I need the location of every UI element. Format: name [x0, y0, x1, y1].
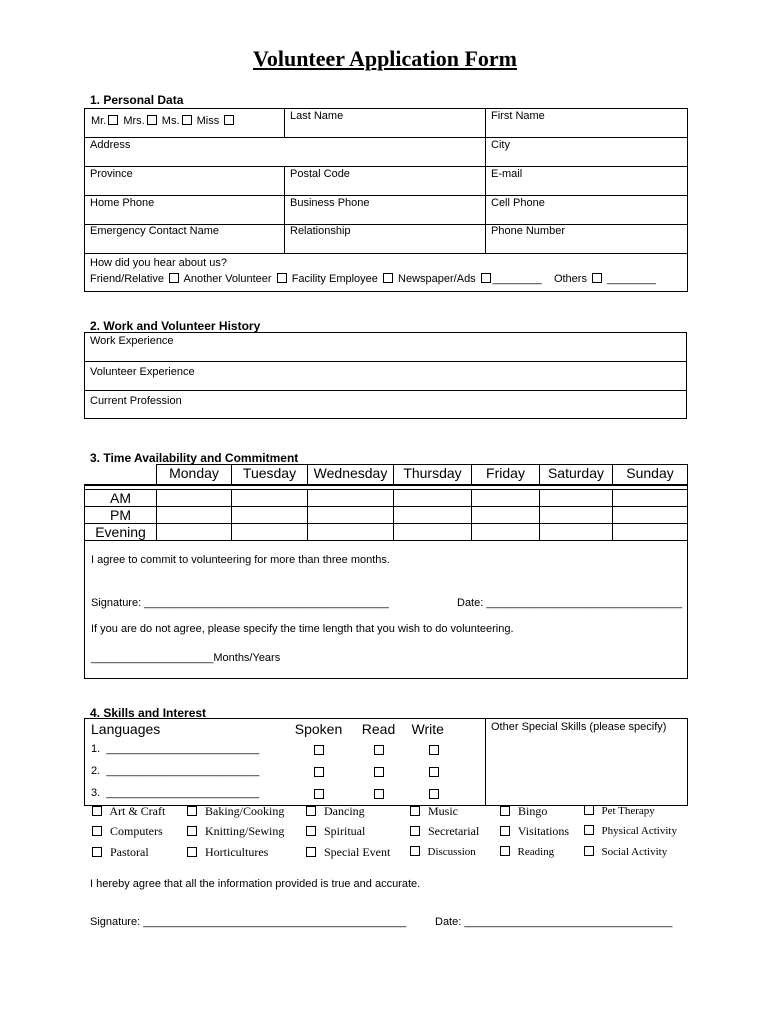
interest-special-event[interactable]: Special Event [304, 845, 390, 860]
work-experience-field[interactable]: Work Experience [85, 333, 687, 362]
checkbox-icon[interactable] [592, 273, 602, 283]
checkbox-icon[interactable] [187, 826, 197, 836]
cell-phone-field[interactable]: Cell Phone [486, 196, 688, 225]
languages-table [84, 718, 688, 806]
option-facility-employee[interactable]: Facility Employee [292, 273, 395, 285]
home-phone-field[interactable]: Home Phone [85, 196, 285, 225]
checkbox-icon[interactable] [182, 115, 192, 125]
day-sunday: Sunday [613, 465, 688, 485]
avail-cell[interactable] [232, 506, 308, 523]
checkbox-icon[interactable] [92, 806, 102, 816]
interest-knitting-sewing[interactable]: Knitting/Sewing [185, 824, 284, 839]
checkbox-icon[interactable] [410, 846, 420, 856]
avail-cell[interactable] [232, 489, 308, 506]
checkbox-icon[interactable] [429, 745, 439, 755]
province-field[interactable]: Province [85, 167, 285, 196]
avail-cell[interactable] [157, 523, 232, 540]
section-work-history-heading: 2. Work and Volunteer History [90, 319, 261, 333]
day-monday: Monday [157, 465, 232, 485]
checkbox-icon[interactable] [306, 826, 316, 836]
avail-cell[interactable] [394, 489, 472, 506]
checkbox-icon[interactable] [314, 745, 324, 755]
hear-about-us-cell [85, 254, 688, 292]
last-name-field[interactable]: Last Name [285, 109, 486, 138]
interest-visitations[interactable]: Visitations [498, 824, 569, 839]
checkbox-icon[interactable] [429, 767, 439, 777]
checkbox-icon[interactable] [584, 805, 594, 815]
read-header: Read [352, 719, 406, 739]
language-row-3[interactable]: 3. _________________________ [85, 783, 286, 806]
first-name-field[interactable]: First Name [486, 109, 688, 138]
checkbox-icon[interactable] [410, 826, 420, 836]
personal-data-table [84, 108, 688, 292]
avail-cell[interactable] [613, 523, 688, 540]
avail-cell[interactable] [157, 489, 232, 506]
final-date-line[interactable]: Date: __________________________________ [435, 916, 673, 928]
form-title: Volunteer Application Form [252, 46, 517, 71]
emergency-contact-field[interactable]: Emergency Contact Name [85, 225, 285, 254]
work-history-table [84, 332, 687, 419]
interest-computers[interactable]: Computers [90, 824, 163, 839]
phone-number-field[interactable]: Phone Number [486, 225, 688, 254]
commitment-disagree-text: If you are do not agree, please specify the time length that you wish to do volunteering. [91, 622, 514, 635]
checkbox-icon[interactable] [584, 846, 594, 856]
avail-cell[interactable] [540, 506, 613, 523]
checkbox-icon[interactable] [187, 847, 197, 857]
interest-baking-cooking[interactable]: Baking/Cooking [185, 804, 284, 819]
languages-header: Languages [85, 719, 286, 739]
city-field[interactable]: City [486, 138, 688, 167]
interest-dancing[interactable]: Dancing [304, 804, 365, 819]
commitment-signature-line[interactable]: Signature: ________________________________________ [91, 596, 389, 609]
option-others[interactable]: Others ________ [553, 273, 657, 285]
spoken-header: Spoken [286, 719, 352, 739]
availability-table [84, 464, 688, 679]
checkbox-icon[interactable] [429, 789, 439, 799]
interest-bingo[interactable]: Bingo [498, 804, 547, 819]
section-skills-heading: 4. Skills and Interest [90, 706, 207, 720]
avail-cell[interactable] [157, 506, 232, 523]
avail-cell[interactable] [540, 523, 613, 540]
address-field[interactable]: Address [85, 138, 486, 167]
day-thursday: Thursday [394, 465, 472, 485]
avail-cell[interactable] [613, 506, 688, 523]
avail-cell[interactable] [613, 489, 688, 506]
interest-pet-therapy[interactable]: Pet Therapy [582, 805, 655, 817]
checkbox-icon[interactable] [92, 826, 102, 836]
day-friday: Friday [472, 465, 540, 485]
slot-evening: Evening [85, 523, 157, 540]
interest-physical-activity[interactable]: Physical Activity [582, 825, 677, 837]
checkbox-icon[interactable] [374, 745, 384, 755]
language-row-2[interactable]: 2. _________________________ [85, 761, 286, 783]
volunteer-experience-field[interactable]: Volunteer Experience [85, 362, 687, 391]
option-another-volunteer[interactable]: Another Volunteer [184, 273, 289, 285]
avail-cell[interactable] [394, 506, 472, 523]
avail-cell[interactable] [308, 506, 394, 523]
interest-social-activity[interactable]: Social Activity [582, 846, 667, 858]
slot-pm: PM [85, 506, 157, 523]
final-agreement-text: I hereby agree that all the information provided is true and accurate. [90, 878, 421, 890]
checkbox-icon[interactable] [306, 806, 316, 816]
avail-cell[interactable] [394, 523, 472, 540]
interest-discussion[interactable]: Discussion [408, 846, 476, 858]
checkbox-icon[interactable] [277, 273, 287, 283]
salutation-miss[interactable]: Miss [197, 115, 237, 127]
other-skills-field[interactable]: Other Special Skills (please specify) [486, 719, 688, 806]
final-signature-line[interactable]: Signature: ___________________________________________ [90, 916, 407, 928]
postal-code-field[interactable]: Postal Code [285, 167, 486, 196]
salutation-ms[interactable]: Ms. [162, 115, 194, 127]
months-years-field[interactable]: ____________________Months/Years [91, 651, 281, 664]
avail-cell[interactable] [540, 489, 613, 506]
interest-horticultures[interactable]: Horticultures [185, 845, 268, 860]
interest-music[interactable]: Music [408, 804, 458, 819]
section-personal-data-heading: 1. Personal Data [90, 93, 184, 107]
checkbox-icon[interactable] [169, 273, 179, 283]
checkbox-icon[interactable] [92, 847, 102, 857]
checkbox-icon[interactable] [224, 115, 234, 125]
checkbox-icon[interactable] [481, 273, 491, 283]
checkbox-icon[interactable] [584, 825, 594, 835]
checkbox-icon[interactable] [187, 806, 197, 816]
relationship-field[interactable]: Relationship [285, 225, 486, 254]
day-wednesday: Wednesday [308, 465, 394, 485]
business-phone-field[interactable]: Business Phone [285, 196, 486, 225]
avail-cell[interactable] [232, 523, 308, 540]
current-profession-field[interactable]: Current Profession [85, 391, 687, 419]
avail-cell[interactable] [308, 489, 394, 506]
email-field[interactable]: E-mail [486, 167, 688, 196]
write-header: Write [406, 719, 486, 739]
checkbox-icon[interactable] [500, 826, 510, 836]
slot-am: AM [85, 489, 157, 506]
checkbox-icon[interactable] [108, 115, 118, 125]
interest-pastoral[interactable]: Pastoral [90, 845, 149, 860]
corner-cell [85, 465, 157, 485]
interest-reading[interactable]: Reading [498, 846, 554, 858]
option-newspaper-ads[interactable]: Newspaper/Ads ________ [398, 273, 542, 285]
checkbox-icon[interactable] [500, 806, 510, 816]
section-time-availability-heading: 3. Time Availability and Commitment [90, 451, 299, 465]
interest-spiritual[interactable]: Spiritual [304, 824, 365, 839]
avail-cell[interactable] [472, 523, 540, 540]
commitment-agree-text: I agree to commit to volunteering for more than three months. [91, 553, 390, 566]
salutation-cell [85, 109, 285, 138]
checkbox-icon[interactable] [374, 767, 384, 777]
checkbox-icon[interactable] [314, 767, 324, 777]
salutation-mrs[interactable]: Mrs. [123, 115, 158, 127]
commitment-cell [85, 540, 688, 678]
day-saturday: Saturday [540, 465, 613, 485]
hear-about-us-question: How did you hear about us? [90, 257, 227, 269]
language-row-1[interactable]: 1. _________________________ [85, 739, 286, 761]
interest-art-craft[interactable]: Art & Craft [90, 804, 165, 819]
day-tuesday: Tuesday [232, 465, 308, 485]
option-friend-relative[interactable]: Friend/Relative [90, 273, 181, 285]
checkbox-icon[interactable] [383, 273, 393, 283]
salutation-mr[interactable]: Mr. [91, 115, 120, 127]
avail-cell[interactable] [472, 489, 540, 506]
commitment-date-line[interactable]: Date: ________________________________ [457, 596, 683, 609]
avail-cell[interactable] [472, 506, 540, 523]
checkbox-icon[interactable] [374, 789, 384, 799]
checkbox-icon[interactable] [410, 806, 420, 816]
checkbox-icon[interactable] [500, 846, 510, 856]
interest-secretarial[interactable]: Secretarial [408, 824, 479, 839]
checkbox-icon[interactable] [314, 789, 324, 799]
avail-cell[interactable] [308, 523, 394, 540]
checkbox-icon[interactable] [147, 115, 157, 125]
checkbox-icon[interactable] [306, 847, 316, 857]
